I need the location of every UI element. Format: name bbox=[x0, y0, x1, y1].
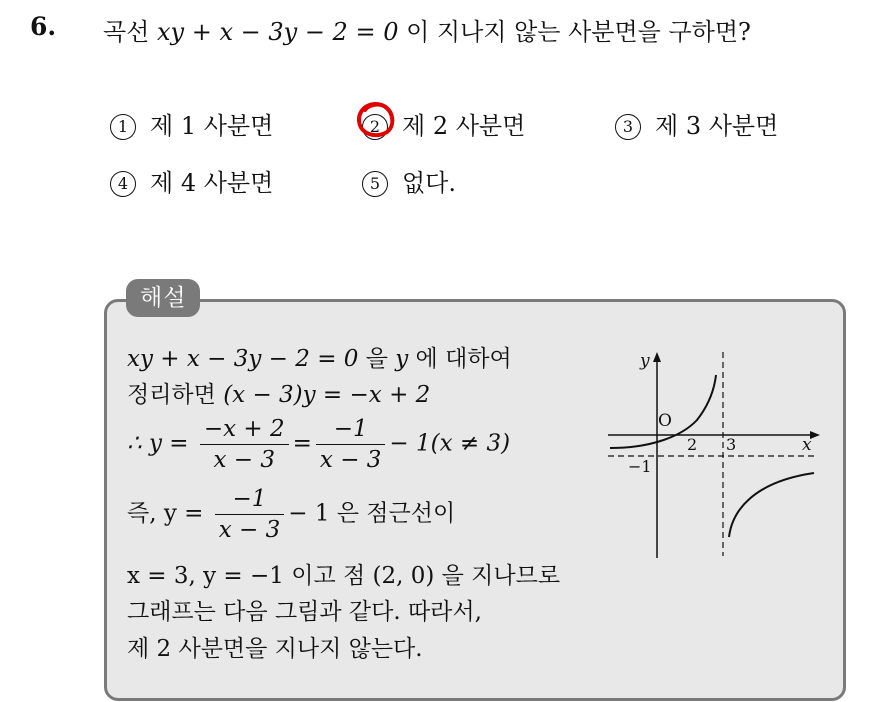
solution-line-7: 제 2 사분면을 지나지 않는다. bbox=[127, 636, 423, 662]
tick-label-neg1: −1 bbox=[628, 457, 652, 476]
fraction-1-denominator: x − 3 bbox=[213, 447, 275, 473]
x-axis-label: x bbox=[802, 435, 812, 455]
line3-suffix: − 1(x ≠ 3) bbox=[389, 430, 511, 457]
curve-right-branch bbox=[729, 473, 814, 537]
option-label: 제 4 사분면 bbox=[150, 169, 274, 197]
fraction-3-numerator: −1 bbox=[215, 484, 285, 515]
solution-tag: 해설 bbox=[126, 279, 200, 317]
solution-line-2 bbox=[127, 376, 430, 409]
origin-label: O bbox=[658, 411, 672, 431]
question-equation: xy + x − 3y − 2 = 0 bbox=[157, 18, 399, 46]
y-axis-label: y bbox=[640, 351, 650, 371]
solution-line-1 bbox=[127, 340, 512, 373]
line4-suffix: − 1 은 점근선이 bbox=[288, 500, 456, 527]
option-number: 1 bbox=[110, 114, 136, 140]
option-number: 5 bbox=[362, 171, 388, 197]
line1-equation: xy + x − 3y − 2 = 0 bbox=[127, 346, 359, 372]
solution-line-4 bbox=[127, 484, 455, 545]
line1-text-b: 에 대하여 bbox=[408, 346, 512, 372]
option-label: 제 1 사분면 bbox=[150, 112, 274, 140]
question-prefix: 곡선 bbox=[103, 18, 157, 46]
fraction-3 bbox=[215, 484, 285, 545]
tick-label-3: 3 bbox=[726, 435, 737, 454]
line2-text: 정리하면 bbox=[127, 382, 224, 408]
hyperbola-graph bbox=[602, 340, 826, 562]
solution-line-6: 그래프는 다음 그림과 같다. 따라서, bbox=[127, 599, 482, 625]
option-number: 4 bbox=[110, 171, 136, 197]
fraction-1-numerator: −x + 2 bbox=[200, 414, 289, 445]
line1-text-a: 을 bbox=[358, 346, 396, 372]
fraction-3-denominator: x − 3 bbox=[218, 517, 281, 543]
option-5[interactable] bbox=[362, 163, 456, 198]
option-label: 없다. bbox=[402, 169, 456, 197]
fraction-2-denominator: x − 3 bbox=[319, 447, 382, 473]
option-1[interactable] bbox=[110, 106, 273, 141]
option-label: 제 3 사분면 bbox=[655, 112, 779, 140]
solution-line-3 bbox=[127, 414, 510, 475]
option-number: 3 bbox=[615, 114, 641, 140]
option-label: 제 2 사분면 bbox=[402, 112, 526, 140]
option-4[interactable] bbox=[110, 163, 273, 198]
line3-prefix: ∴ y = bbox=[127, 430, 196, 457]
option-3[interactable] bbox=[615, 106, 778, 141]
fraction-2-numerator: −1 bbox=[316, 414, 386, 445]
question-number: 6. bbox=[30, 12, 57, 41]
line2-equation: (x − 3)y = −x + 2 bbox=[223, 382, 431, 408]
line4-prefix: 즉, y = bbox=[127, 500, 211, 527]
solution-line-5: x = 3, y = −1 이고 점 (2, 0) 을 지나므로 bbox=[127, 563, 561, 589]
line1-var: y bbox=[395, 346, 409, 372]
answer-circle-mark bbox=[354, 98, 398, 142]
fraction-2 bbox=[316, 414, 386, 475]
question-suffix: 이 지나지 않는 사분면을 구하면? bbox=[398, 18, 751, 46]
tick-label-2: 2 bbox=[687, 435, 698, 454]
option-number: 2 bbox=[362, 114, 388, 140]
y-axis-arrow bbox=[653, 352, 661, 362]
fraction-1 bbox=[200, 414, 289, 475]
equals-sign: = bbox=[292, 430, 312, 457]
question-text bbox=[103, 12, 751, 47]
